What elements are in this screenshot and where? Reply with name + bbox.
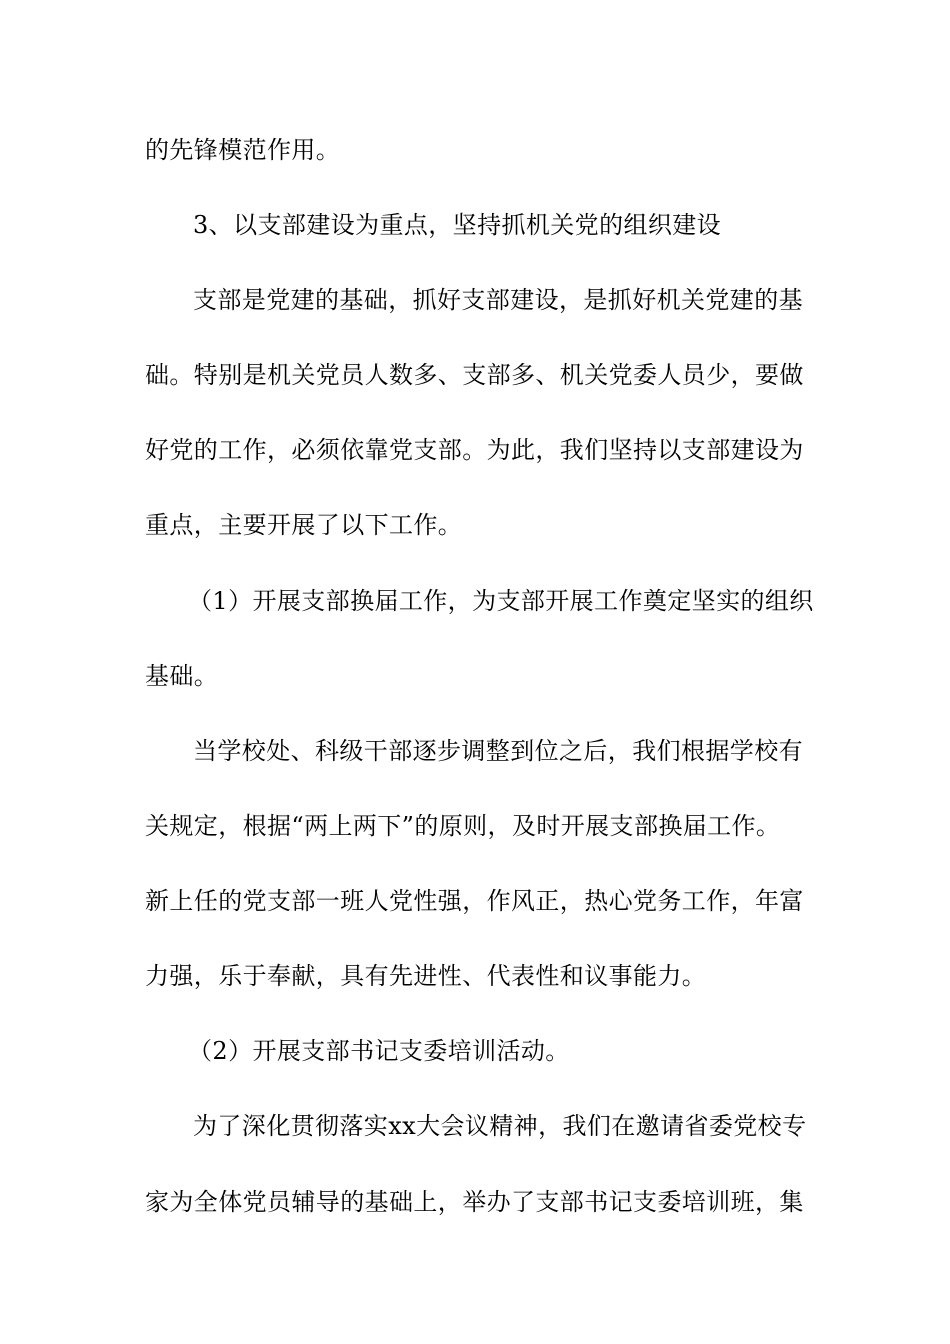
subheading-1-line-2: 基础。 xyxy=(145,662,219,690)
paragraph-3-line-1: 为了深化贯彻落实xx大会议精神，我们在邀请省委党校专 xyxy=(193,1112,807,1140)
paragraph-1-line-4: 重点，主要开展了以下工作。 xyxy=(145,511,463,539)
text-line-1: 的先锋模范作用。 xyxy=(145,136,341,164)
paragraph-1-line-3: 好党的工作，必须依靠党支部。为此，我们坚持以支部建设为 xyxy=(145,436,804,464)
section-heading: 3、以支部建设为重点，坚持抓机关党的组织建设 xyxy=(193,211,722,239)
paragraph-2-line-3: 新上任的党支部一班人党性强，作风正，热心党务工作，年富 xyxy=(145,887,804,915)
paragraph-1-line-1: 支部是党建的基础，抓好支部建设，是抓好机关党建的基 xyxy=(193,286,803,314)
paragraph-2-line-1: 当学校处、科级干部逐步调整到位之后，我们根据学校有 xyxy=(193,737,803,765)
paragraph-3-line-2: 家为全体党员辅导的基础上，举办了支部书记支委培训班，集 xyxy=(145,1188,804,1216)
paragraph-1-line-2: 础。特别是机关党员人数多、支部多、机关党委人员少，要做 xyxy=(145,361,804,389)
subheading-2: （2）开展支部书记支委培训活动。 xyxy=(188,1037,570,1065)
paragraph-2-line-2: 关规定，根据“两上两下”的原则，及时开展支部换届工作。 xyxy=(145,812,781,840)
subheading-1-line-1: （1）开展支部换届工作，为支部开展工作奠定坚实的组织 xyxy=(188,587,814,615)
paragraph-2-line-4: 力强，乐于奉献，具有先进性、代表性和议事能力。 xyxy=(145,962,707,990)
